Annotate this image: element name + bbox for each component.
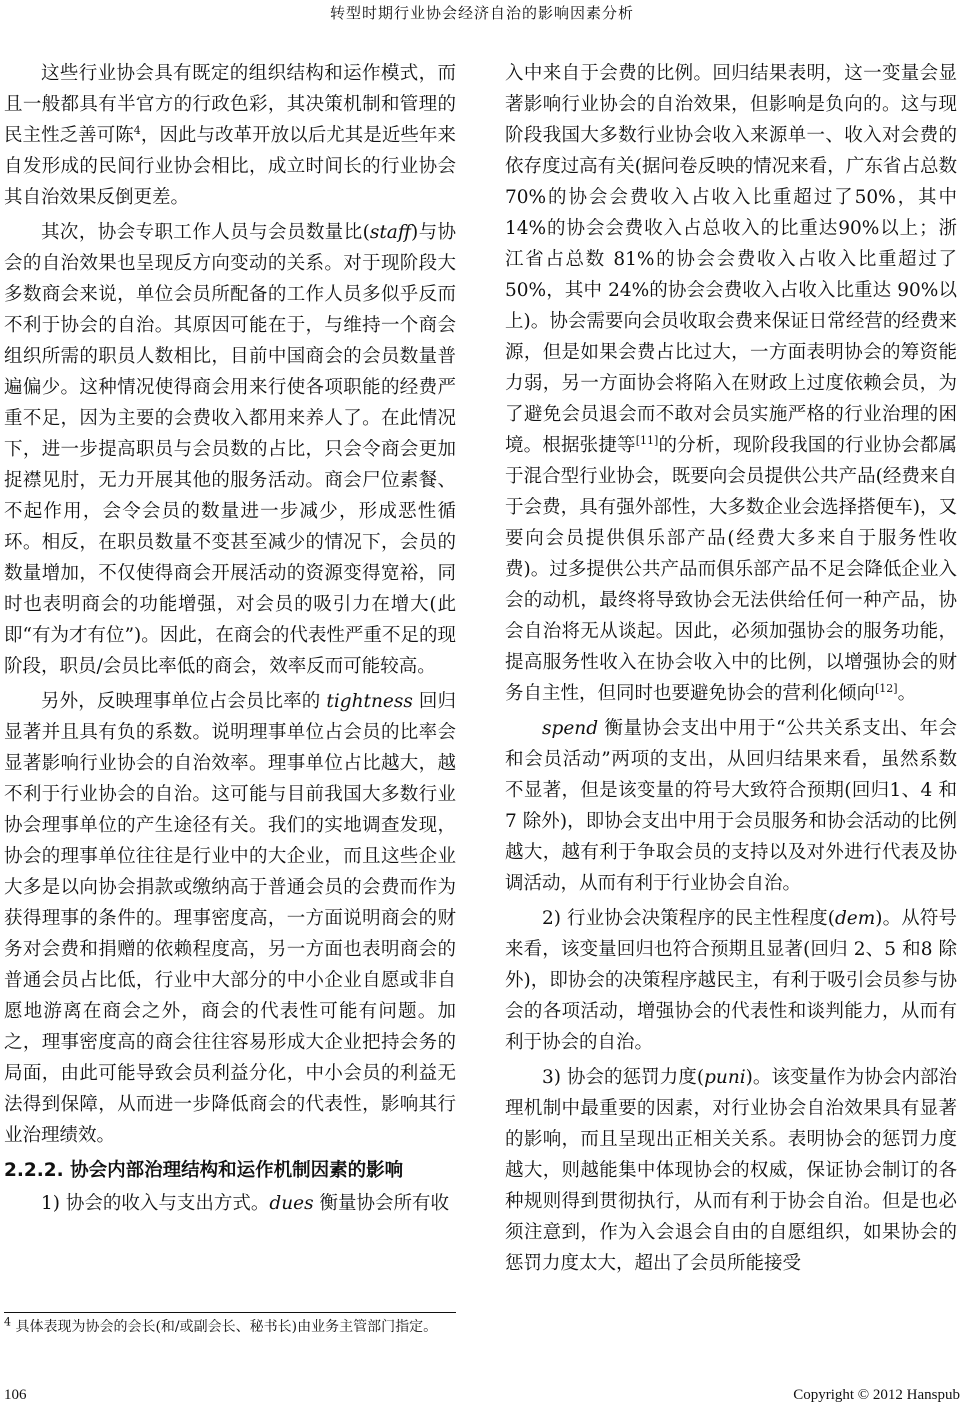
paragraph: 3) 协会的惩罚力度(puni)。该变量作为协会内部治理机制中最重要的因素，对行业协会自治效果具有显著的影响，而且呈现出正相关关系。表明协会的惩罚力度越大，则越能集中体现协会的权威，保证协会制订的各种规则得到贯彻执行，从而有利于协会自治。但是也必须注意到，作为入会退会自由的自愿组织，如果协会的惩罚力度太大，超出了会员所能接受 xyxy=(505,1067,958,1274)
paragraph: 1) 协会的收入与支出方式。dues 衡量协会所有收 xyxy=(41,1193,449,1214)
paragraph: 其次，协会专职工作人员与会员数量比(staff)与协会的自治效果也呈现反方向变动的关系。对于现阶段大多数商会来说，单位会员所配备的工作人员多似乎反而不利于协会的自治。其原因可能在于，与维持一个商会组织所需的职员人数相比，目前中国商会的会员数量普遍偏少。这种情况使得商会用来行使各项职能的经费严重不足，因为主要的会费收入都用来养人了。在此情况下，进一步提高职员与会员数的占比，只会令商会更加捉襟见肘，无力开展其他的服务活动。商会尸位素餐、不起作用，会令会员的数量进一步减少，形成恶性循环。相反，在职员数量不变甚至减少的情况下，会员的数量增加，不仅使得商会开展活动的资源变得宽裕，同时也表明商会的功能增强，对会员的吸引力在增大(此即“有为才有位”)。因此，在商会的代表性严重不足的现阶段，职员/会员比率低的商会，效率反而可能较高。 xyxy=(4,222,456,677)
variable-name: dues xyxy=(269,1193,314,1214)
variable-name: dem xyxy=(834,908,876,929)
variable-name: staff xyxy=(369,222,411,243)
paragraph: 这些行业协会具有既定的组织结构和运作模式，而且一般都具有半官方的行政色彩，其决策机制和管理的民主性乏善可陈$^4$，因此与改革开放以后尤其是近些年来自发形成的民间行业协会相比，成立时间长的行业协会其自治效果反倒更差。 xyxy=(4,63,456,208)
running-header: 转型时期行业协会经济自治的影响因素分析 xyxy=(329,4,634,22)
right-column xyxy=(505,58,957,1283)
paragraph: 另外，反映理事单位占会员比率的 tightness 回归显著并且具有负的系数。说明理事单位占会员的比率会显著影响行业协会的自治效率。理事单位占比越大，越不利于行业协会的自治。这可能与目前我国大多数行业协会理事单位的产生途径有关。我们的实地调查发现，协会的理事单位往往是行业中的大企业，而且这些企业大多是以向协会捐款或缴纳高于普通会员的会费而作为获得理事的条件的。理事密度高，一方面说明商会的财务对会费和捐赠的依赖程度高，另一方面也表明商会的普通会员占比低，行业中大部分的中小企业自愿或非自愿地游离在商会之外，商会的代表性可能有问题。加之，理事密度高的商会往往容易形成大企业把持会务的局面，由此可能导致会员利益分化，中小会员的利益无法得到保障，从而进一步降低商会的代表性，影响其行业治理绩效。 xyxy=(4,691,456,1146)
page-number: 106 xyxy=(4,1387,27,1403)
paragraph: 入中来自于会费的比例。回归结果表明，这一变量会显著影响行业协会的自治效果，但影响是负向的。这与现阶段我国大多数行业协会收入来源单一、收入对会费的依存度过高有关(据问卷反映的情况来看，广东省占总数 70%的协会会费收入占收入比重超过了50%，其中 14%的协会会费收入占总收入的比重达90%以上；浙江省占总数 81%的协会会费收入占收入比重超过了 50%，其中 24%的协会会费收入占收入比重达 90%以上)。协会需要向会员收取会费来保证日常经营的经费来源，但是如果会费占比过大，一方面表明协会的筹资能力弱，另一方面协会将陷入在财政上过度依赖会员，为了避免会员退会而不敢对会员实施严格的行业治理的困境。根据张捷等[11]的分析，现阶段我国的行业协会都属于混合型行业协会，既要向会员提供公共产品(经费来自于会费，具有强外部性，大多数企业会选择搭便车)，又要向会员提供俱乐部产品(经费大多来自于服务性收费)。过多提供公共产品而俱乐部产品不足会降低企业入会的动机，最终将导致协会无法供给任何一种产品，协会自治将无从谈起。因此，必须加强协会的服务功能，提高服务性收入在协会收入中的比例，以增强协会的财务自主性，但同时也要避免协会的营利化倾向[12]。 xyxy=(505,63,957,704)
variable-name: spend xyxy=(542,718,599,739)
footnote-marker: 4 xyxy=(4,1315,11,1329)
footnote-divider xyxy=(4,1312,456,1313)
left-column xyxy=(4,58,456,1223)
variable-name: tightness xyxy=(326,691,413,712)
citation-ref[interactable]: [12] xyxy=(875,681,898,695)
footnote: $^4$ 具体表现为协会的会长(和/或副会长、秘书长)由业务主管部门指定。 xyxy=(4,1315,438,1335)
footnote-ref[interactable]: 4 xyxy=(133,123,141,137)
paragraph: spend 衡量协会支出中用于“公共关系支出、年会和会员活动”两项的支出，从回归结果来看，虽然系数不显著，但是该变量的符号大致符合预期(回归1、4 和 7 除外)，即协会支出中用于会员服务和协会活动的比例越大，越有利于争取会员的支持以及对外进行代表及协调活动，从而有利于行业协会自治。 xyxy=(505,718,957,894)
paragraph: 2) 行业协会决策程序的民主性程度(dem)。从符号来看，该变量回归也符合预期且显著(回归 2、5 和8 除外)，即协会的决策程序越民主，有利于吸引会员参与协会的各项活动，增强协会的代表性和谈判能力，从而有利于协会的自治。 xyxy=(505,908,957,1053)
variable-name: puni xyxy=(704,1067,746,1088)
citation-ref[interactable]: [11] xyxy=(635,433,659,447)
copyright-notice: Copyright © 2012 Hanspub xyxy=(793,1387,960,1403)
section-heading: 2.2.2. 协会内部治理结构和运作机制因素的影响 xyxy=(4,1160,404,1181)
